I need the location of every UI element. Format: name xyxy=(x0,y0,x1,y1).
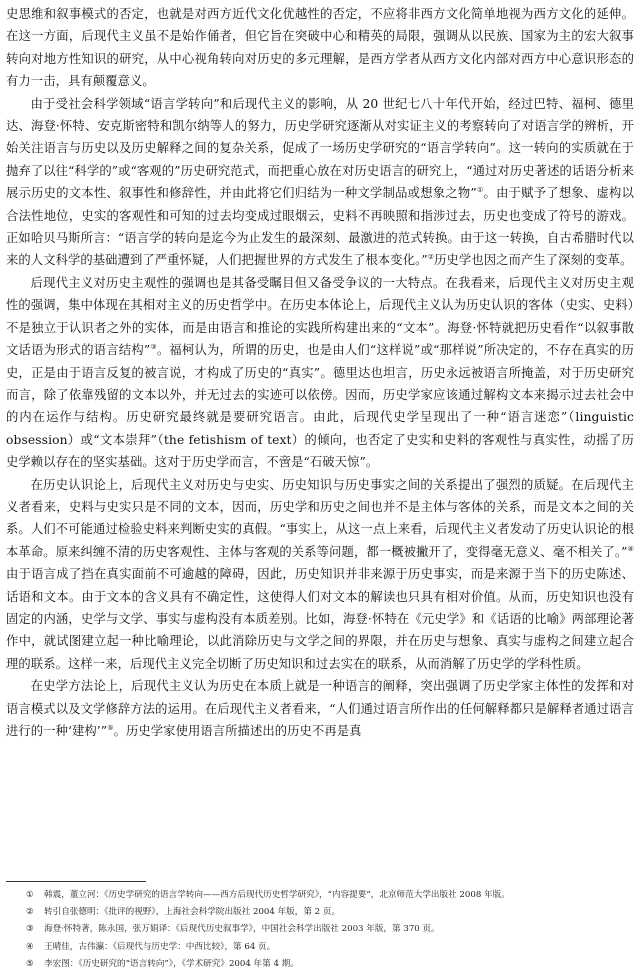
footnote-number: ② xyxy=(26,907,34,918)
paragraph-5: 在史学方法论上，后现代主义认为历史在本质上就是一种语言的阐释，突出强调了历史学家主体性的发挥和对语言模式以及文学修辞方法的运用。在后现代主义者看来，“人们通过语言所作出的任何解释都只是解释者通过语言进行的一种‘建构’”⑤。历史学家使用语言所描述出的历史不再是真 xyxy=(6,679,634,738)
document-page xyxy=(3,0,634,975)
footnote-text: 海登·怀特著，陈永国，张万娟译：《后现代历史叙事学》，中国社会科学出版社 2003 年版，第 370 页。 xyxy=(44,924,440,935)
footnote-5 xyxy=(6,956,634,973)
footnote-text: 转引自张德明：《批评的视野》，上海社会科学院出版社 2004 年版，第 2 页。 xyxy=(44,907,341,918)
footnote-number: ① xyxy=(26,890,34,900)
footnotes xyxy=(6,887,634,973)
footnote-divider xyxy=(6,881,146,882)
footnote-number: ④ xyxy=(26,941,34,952)
footnote-text: 韩震，董立河：《历史学研究的语言学转向——西方后现代历史哲学研究》，“内容提要”，北京师范大学出版社 2008 年版。 xyxy=(44,890,510,900)
footnote-ref-4[interactable]: ④ xyxy=(627,544,634,553)
footnote-4 xyxy=(6,939,634,956)
footnote-2 xyxy=(6,904,634,921)
paragraph-2: 由于受社会科学领域“语言学转向”和后现代主义的影响，从 20 世纪七八十年代开始，经过巴特、福柯、德里达、海登·怀特、安克斯密特和凯尔纳等人的努力，历史学研究逐渐从对实证主义的考察转向了对语言学的辨析，开始关注语言与历史以及历史解释之间的复杂关系，促成了一场历史学研究的“语言学转向”。这一转向的实质就在于抛弃了以往“科学的”或“客观的”历史研究范式，而把重心放在对历史语言的研究上，“通过对历史著述的话语分析来展示历史的文本性、叙事性和修辞性，并由此将它们归结为一种文学制品或想象之物”①。由于赋予了想象、虚构以合法性地位，史实的客观性和可知的过去均变成过眼烟云，史料不再映照和指涉过去，历史也变成了符号的游戏。正如哈贝马斯所言：“语言学的转向是迄今为止发生的最深刻、最激进的范式转换。由于这一转换，自古希腊时代以来的人文科学的基础遭到了严重怀疑，人们把握世界的方式发生了根本变化。”②历史学也因之而产生了深刻的变革。 xyxy=(6,96,634,268)
footnote-ref-1[interactable]: ① xyxy=(476,186,484,195)
paragraph-3: 后现代主义对历史主观性的强调也是其备受瞩目但又备受争议的一大特点。在我看来，后现代主义对历史主观性的强调，集中体现在其相对主义的历史哲学中。在历史本体论上，后现代主义认为历史认识的客体（史实、史料）不是独立于认识者之外的实体，而是由语言和推论的实践所构建出来的“文本”。海登·怀特就把历史看作“以叙事散文话语为形式的语言结构”③。福柯认为，所谓的历史，也是由人们“这样说”或“那样说”所决定的，不存在真实的历史，正是由于语言反复的被言说，才构成了历史的“真实”。德里达也坦言，历史永远被语言所掩盖，对于历史研究而言，除了依靠残留的文本以外，并无过去的实迹可以依傍。因而，历史学家应该通过解构文本来揭示过去社会中的内在运作与结构。历史研究最终就是要研究语言。由此，后现代史学呈现出了一种“语言迷恋”（linguistic obsession）或“文本崇拜”（the fetishism of text）的倾向，也否定了史实和史料的客观性与真实性，动摇了历史学赖以存在的坚实基础。这对于历史学而言，不啻是“石破天惊”。 xyxy=(6,275,634,470)
paragraph-4: 在历史认识论上，后现代主义对历史与史实、历史知识与历史事实之间的关系提出了强烈的质疑。在后现代主义者看来，史料与史实只是不同的文本，因而，历史学和历史之间也并不是主体与客体的关系，而是文本之间的关系。人们不可能通过检验史料来判断史实的真假。“事实上，从这一点上来看，后现代主义者发动了历史认识论的根本革命。原来纠缠不清的历史客观性、主体与客观的关系等问题，都一概被撇开了，变得毫无意义、毫不相关了。”④由于语言成了挡在真实面前不可逾越的障碍，因此，历史知识并非来源于历史事实，而是来源于当下的历史陈述、话语和文本。由于文本的含义具有不确定性，这使得人们对文本的解读也只具有相对价值。从而，历史知识也没有固定的内涵，史学与文学、事实与虚构没有本质差别。比如，海登·怀特在《元史学》和《话语的比喻》两部理论著作中，就试图建立起一种比喻理论，以此消除历史与文学之间的界限，并在历史与想象、真实与虚构之间建立起合理的联系。这样一来，后现代主义完全切断了历史知识和过去实在的联系，从而消解了历史学的学科性质。 xyxy=(6,477,634,671)
footnote-3 xyxy=(6,921,634,938)
body-text xyxy=(6,3,634,742)
footnote-text: 王晴佳，古伟瀛：《后现代与历史学：中西比较》，第 64 页。 xyxy=(44,941,276,952)
footnote-ref-2[interactable]: ② xyxy=(427,253,435,262)
footnote-ref-3[interactable]: ③ xyxy=(150,343,157,352)
paragraph-1: 史思维和叙事模式的否定，也就是对西方近代文化优越性的否定，不应将非西方文化简单地视为西方文化的延伸。在这一方面，后现代主义虽不是始作俑者，但它旨在突破中心和精英的局限，强调从以民族、国家为主的宏大叙事转向对地方性知识的研究，从中心视角转向对历史的多元理解，是西方学者从西方文化内部对西方中心意识形态的有力一击，具有颠覆意义。 xyxy=(6,7,634,89)
footnote-number: ⑤ xyxy=(26,958,34,969)
footnote-1 xyxy=(6,887,634,904)
footnote-text: 李宏图：《历史研究的“语言转向”》，《学术研究》2004 年第 4 期。 xyxy=(44,958,299,969)
footnote-ref-5[interactable]: ⑤ xyxy=(107,724,114,732)
footnote-number: ③ xyxy=(26,924,34,935)
